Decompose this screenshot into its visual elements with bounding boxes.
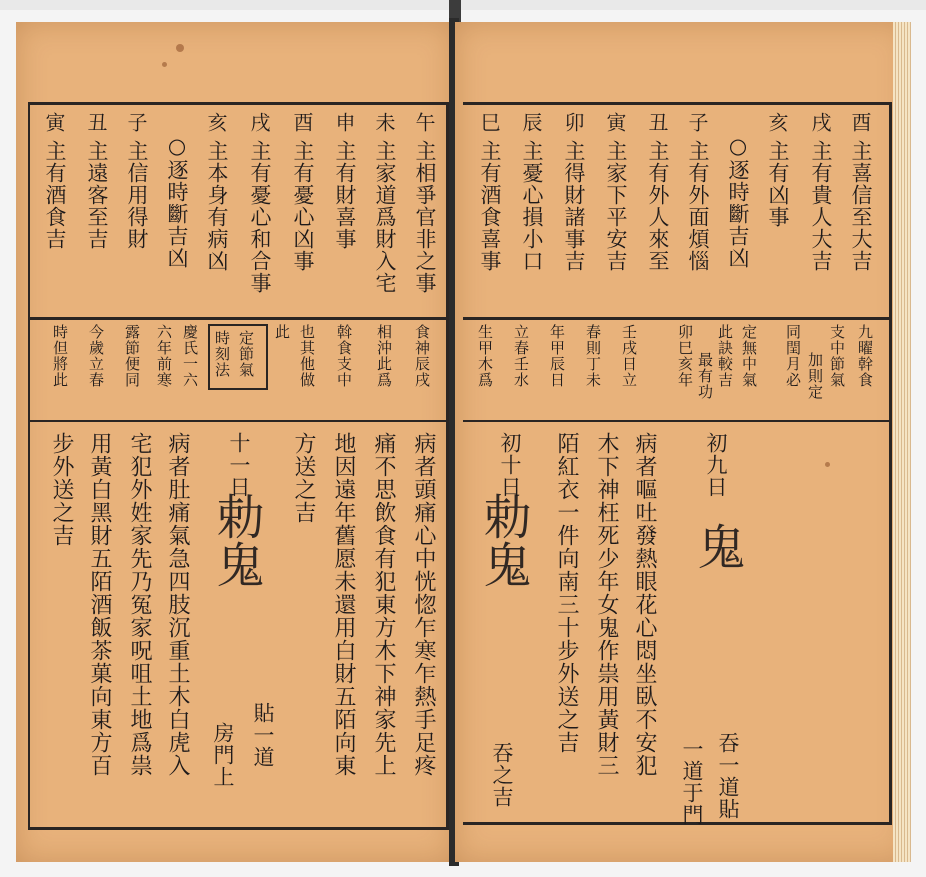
- talisman-note: 一道于門: [680, 738, 704, 826]
- note-column: 此: [273, 324, 291, 340]
- branch-text: 主有憂心凶事: [291, 140, 315, 272]
- branch-head: 巳: [477, 112, 501, 133]
- note-column: 時但將此: [51, 324, 69, 388]
- main-text-column: 地因遠年舊愿未還用白財五陌向東: [331, 432, 356, 777]
- section-heading: ○逐時斷吉凶: [726, 134, 750, 269]
- talisman-day: 十一日: [227, 432, 251, 498]
- viewer-top-bar: [0, 0, 926, 10]
- note-column: 九曜幹食: [856, 324, 874, 388]
- frame-left: [28, 102, 30, 830]
- note-column: 加則定: [806, 352, 824, 400]
- frame-bottom: [463, 822, 891, 825]
- note-column: 最有功: [696, 352, 714, 400]
- main-text-column: 方送之吉: [291, 432, 316, 524]
- branch-text: 主有酒食吉: [43, 140, 67, 250]
- talisman-seal: 勅鬼: [208, 492, 264, 588]
- note-column: 今歲立春: [87, 324, 105, 388]
- branch-text: 主信用得財: [125, 140, 149, 250]
- frame-bottom: [28, 827, 448, 830]
- main-text-column: 病者頭痛心中恍惚乍寒乍熱手足疼: [411, 432, 436, 777]
- note-column: 壬戌日立: [620, 324, 638, 388]
- branch-text: 主有財喜事: [333, 140, 357, 250]
- talisman-seal: 勅鬼: [475, 492, 531, 588]
- branch-text: 主本身有病凶: [205, 140, 229, 272]
- branch-text: 主有憂心和合事: [248, 140, 272, 294]
- main-text-column: 木下神枉死少年女鬼作祟用黃財三: [594, 432, 619, 777]
- main-text-column: 病者肚痛氣急四肢沉重土木白虎入: [165, 432, 190, 777]
- frame-mid: [463, 317, 891, 320]
- frame-top: [28, 102, 448, 105]
- branch-head: 未: [372, 112, 396, 133]
- branch-head: 亥: [765, 112, 789, 133]
- branch-text: 主有凶事: [766, 140, 790, 228]
- talisman-note: 房門上: [211, 722, 235, 788]
- talisman-note: 貼一道: [251, 702, 275, 768]
- branch-head: 酉: [290, 112, 314, 133]
- frame-mid: [28, 317, 448, 320]
- branch-text: 主遠客至吉: [85, 140, 109, 250]
- note-column: 春則丁未: [584, 324, 602, 388]
- left-page: [16, 22, 453, 862]
- note-column: 露節便同: [123, 324, 141, 388]
- note-column: 六年前寒: [155, 324, 173, 388]
- note-column: 定無中氣: [740, 324, 758, 388]
- branch-head: 申: [332, 112, 356, 133]
- branch-head: 亥: [204, 112, 228, 133]
- main-text-column: 病者嘔吐發熱眼花心悶坐臥不安犯: [632, 432, 657, 777]
- note-column: 斡食支中: [335, 324, 353, 388]
- frame-lower: [28, 420, 448, 422]
- frame-lower: [463, 420, 891, 422]
- main-text-column: 宅犯外姓家先乃冤家呪咀土地爲祟: [127, 432, 152, 777]
- page-edges: [893, 22, 911, 862]
- branch-text: 主有貴人大吉: [809, 140, 833, 272]
- main-text-column: 痛不思飲食有犯東方木下神家先上: [371, 432, 396, 777]
- branch-head: 寅: [603, 112, 627, 133]
- note-column: 食神辰戌: [413, 324, 431, 388]
- branch-head: 子: [124, 112, 148, 133]
- branch-head: 子: [685, 112, 709, 133]
- branch-head: 酉: [848, 112, 872, 133]
- note-column: 生甲木爲: [476, 324, 494, 388]
- branch-text: 主有外面煩惱: [686, 140, 710, 272]
- branch-head: 辰: [519, 112, 543, 133]
- branch-text: 主家道爲財入宅: [373, 140, 397, 294]
- talisman-day: 初九日: [704, 432, 728, 498]
- note-column: 同閏月必: [784, 324, 802, 388]
- stain: [176, 44, 184, 52]
- branch-head: 寅: [42, 112, 66, 133]
- talisman-note: 吞之吉: [490, 742, 514, 808]
- branch-head: 午: [412, 112, 436, 133]
- branch-text: 主憂心損小口: [520, 140, 544, 272]
- frame-top: [463, 102, 891, 105]
- note-column: 卯巳亥年: [676, 324, 694, 388]
- section-heading: ○逐時斷吉凶: [165, 134, 189, 269]
- note-column: 此訣較吉: [716, 324, 734, 388]
- note-column: 支中節氣: [828, 324, 846, 388]
- stain: [162, 62, 167, 67]
- branch-head: 卯: [561, 112, 585, 133]
- frame-right: [889, 102, 892, 825]
- note-column: 慶氏一六: [181, 324, 199, 388]
- branch-text: 主得財諸事吉: [562, 140, 586, 272]
- label-box-text: 定節氣: [237, 330, 255, 378]
- talisman-note: 吞一道貼: [716, 732, 740, 820]
- main-text-column: 步外送之吉: [49, 432, 74, 547]
- branch-text: 主相爭官非之事: [413, 140, 437, 294]
- note-column: 也其他做: [298, 324, 316, 388]
- note-column: 年甲辰日: [548, 324, 566, 388]
- main-text-column: 用黃白黑財五陌酒飯茶菓向東方百: [87, 432, 112, 777]
- branch-text: 主有酒食喜事: [478, 140, 502, 272]
- right-page: [455, 22, 908, 862]
- branch-head: 戌: [247, 112, 271, 133]
- branch-text: 主有外人來至: [646, 140, 670, 272]
- talisman-day: 初十日: [498, 432, 522, 498]
- note-column: 立春壬水: [512, 324, 530, 388]
- talisman-seal: 鬼: [689, 522, 745, 570]
- branch-text: 主喜信至大吉: [849, 140, 873, 272]
- branch-text: 主家下平安吉: [604, 140, 628, 272]
- branch-head: 戌: [808, 112, 832, 133]
- note-column: 相沖此爲: [375, 324, 393, 388]
- branch-head: 丑: [84, 112, 108, 133]
- branch-head: 丑: [645, 112, 669, 133]
- main-text-column: 陌紅衣一件向南三十步外送之吉: [554, 432, 579, 754]
- stain: [825, 462, 830, 467]
- label-box-text: 時刻法: [213, 330, 231, 378]
